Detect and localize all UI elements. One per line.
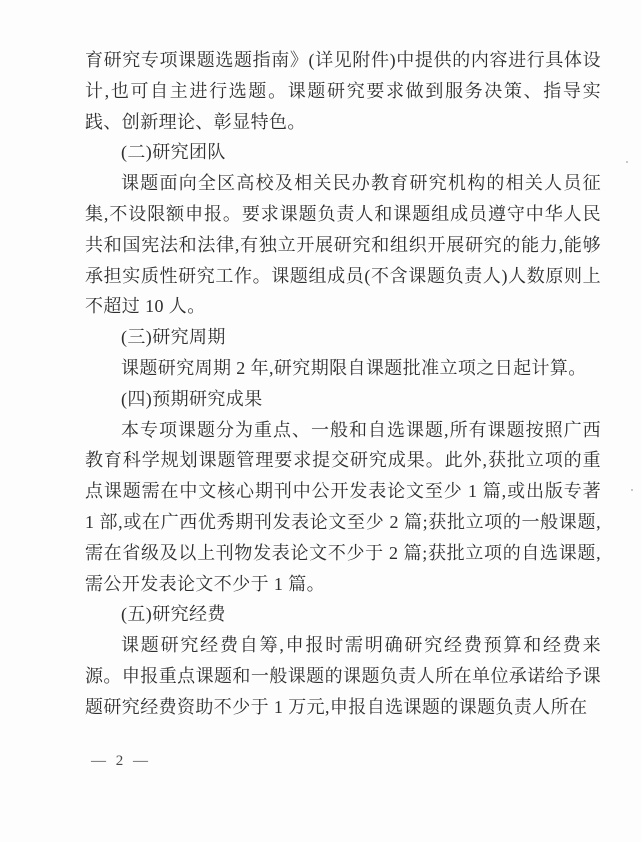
section-heading: (三)研究周期 [121, 327, 226, 348]
document-body [85, 45, 601, 723]
body-paragraph-continued: 育研究专项课题选题指南》(详见附件)中提供的内容进行具体设计,也可自主进行选题。课题研究要求做到服务决策、指导实践、创新理论、彰显特色。 [85, 50, 601, 132]
scan-speck [626, 161, 628, 163]
body-paragraph: 本专项课题分为重点、一般和自选课题,所有课题按照广西教育科学规划课题管理要求提交研究成果。此外,获批立项的重点课题需在中文核心期刊中公开发表论文至少 1 篇,或出版专著 1 部,或在广西优秀期刊发表论文至少 2 篇;获批立项的一般课题,需在省级及以上刊物发表论文不少于 2 篇;获批立项的自选课题,需公开发表论文不少于 1 篇。 [85, 419, 601, 594]
section-heading: (五)研究经费 [121, 604, 226, 625]
body-paragraph: 课题研究周期 2 年,研究期限自课题批准立项之日起计算。 [121, 357, 587, 378]
scan-speck [631, 489, 633, 491]
section-heading: (二)研究团队 [121, 142, 226, 163]
body-paragraph: 课题面向全区高校及相关民办教育研究机构的相关人员征集,不设限额申报。要求课题负责人和课题组成员遵守中华人民共和国宪法和法律,有独立开展研究和组织开展研究的能力,能够承担实质性研究工作。课题组成员(不含课题负责人)人数原则上不超过 10 人。 [85, 173, 601, 317]
body-paragraph: 课题研究经费自筹,申报时需明确研究经费预算和经费来源。申报重点课题和一般课题的课题负责人所在单位承诺给予课题研究经费资助不少于 1 万元,申报自选课题的课题负责人所在 [85, 635, 601, 717]
section-heading: (四)预期研究成果 [121, 388, 263, 409]
page-number: — 2 — [91, 753, 151, 769]
